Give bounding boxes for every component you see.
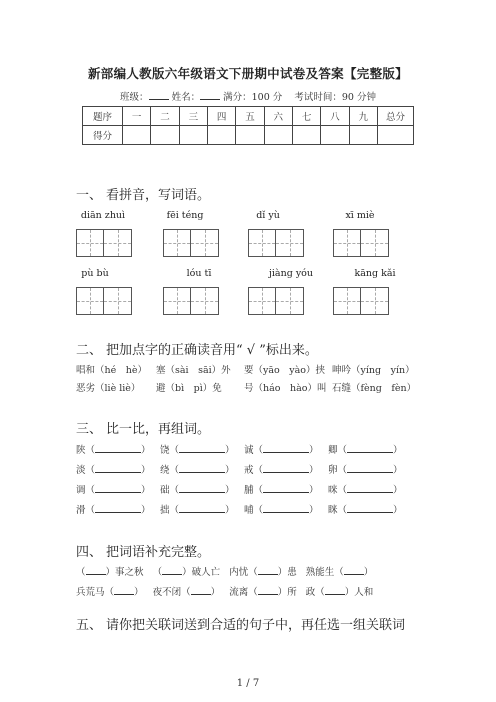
- paren-close: ）: [309, 505, 319, 516]
- pinyin-label: pù bù: [81, 268, 109, 279]
- writing-grid[interactable]: [248, 229, 304, 257]
- paren-close: ）: [393, 445, 403, 456]
- idiom-blank[interactable]: [114, 584, 134, 595]
- section-4-heading: 四、 把词语补充完整。: [76, 545, 211, 560]
- paren-close: ）: [141, 465, 151, 476]
- pronunciation-item[interactable]: 号（háo hào）叫: [244, 383, 327, 394]
- word-char: 卵: [328, 465, 338, 476]
- class-blank: [149, 90, 169, 100]
- score-cell[interactable]: [378, 126, 414, 145]
- paren-open: （: [85, 445, 96, 456]
- word-group-item: [160, 502, 235, 516]
- document-title: 新部编人教版六年级语文下册期中试卷及答案【完整版】: [87, 66, 408, 81]
- word-group-item: [244, 462, 319, 476]
- writing-grid[interactable]: [333, 287, 389, 315]
- paren-open: （: [253, 445, 264, 456]
- word-char: 哺: [244, 505, 254, 516]
- writing-grid[interactable]: [163, 287, 219, 315]
- word-char: 淡: [76, 465, 86, 476]
- word-blank[interactable]: [179, 502, 225, 513]
- word-blank[interactable]: [347, 442, 393, 453]
- paren-open: （: [169, 505, 180, 516]
- word-blank[interactable]: [263, 502, 309, 513]
- score-cell[interactable]: [123, 126, 151, 145]
- score-cell[interactable]: [349, 126, 377, 145]
- paren-close: ）: [225, 465, 235, 476]
- header-cell: 三: [179, 107, 207, 126]
- pronunciation-item[interactable]: 塞（sài sāi）外: [156, 365, 231, 376]
- paren-close: ）: [141, 505, 151, 516]
- word-char: 戒: [244, 465, 254, 476]
- writing-grid[interactable]: [333, 229, 389, 257]
- pinyin-label: xī miè: [345, 210, 375, 221]
- word-group-item: [244, 442, 319, 456]
- pinyin-label: dǐ yù: [256, 210, 280, 221]
- word-blank[interactable]: [95, 482, 141, 493]
- score-label: 得分: [83, 126, 123, 145]
- score-cell[interactable]: [236, 126, 264, 145]
- paren-open: （: [253, 465, 264, 476]
- header-cell: 八: [321, 107, 349, 126]
- word-group-item: [76, 462, 151, 476]
- pronunciation-item[interactable]: 避（bì pì）免: [156, 383, 222, 394]
- paren-open: （: [169, 465, 180, 476]
- word-group-item: [328, 462, 403, 476]
- word-char: 诚: [244, 445, 254, 456]
- paren-close: ）: [225, 485, 235, 496]
- name-label: 姓名：: [171, 92, 201, 103]
- paren-close: ）: [309, 465, 319, 476]
- word-group-item: [244, 482, 319, 496]
- pronunciation-item[interactable]: 石缝（fèng fèn）: [332, 383, 417, 394]
- header-cell: 五: [236, 107, 264, 126]
- idiom-line: 兵荒马（ ） 夜不闭（ ） 流离（ ）所 政（ ）人和: [76, 584, 373, 598]
- paren-open: （: [337, 465, 348, 476]
- score-cell[interactable]: [179, 126, 207, 145]
- word-blank[interactable]: [179, 482, 225, 493]
- header-cell: 六: [264, 107, 292, 126]
- word-char: 卿: [328, 445, 338, 456]
- full-score: 满分：100 分: [223, 92, 283, 103]
- paren-open: （: [253, 485, 264, 496]
- pinyin-label: diān zhuì: [80, 210, 126, 221]
- idiom-blank[interactable]: [258, 584, 278, 595]
- header-cell: 一: [123, 107, 151, 126]
- word-blank[interactable]: [179, 442, 225, 453]
- header-cell: 总分: [378, 107, 414, 126]
- class-label: 班级：: [120, 92, 149, 103]
- exam-info: [0, 89, 496, 103]
- paren-open: （: [337, 505, 348, 516]
- score-cell[interactable]: [207, 126, 235, 145]
- idiom-line: （ ）事之秋 （ ）破人亡 内忧（ ）患 熟能生（ ）: [76, 564, 373, 578]
- idiom-blank[interactable]: [191, 584, 211, 595]
- exam-time: 考试时间：90 分钟: [294, 92, 376, 103]
- word-char: 脯: [244, 485, 254, 496]
- pronunciation-line: [76, 380, 416, 394]
- writing-grid[interactable]: [76, 287, 132, 315]
- section-1-heading: 一、 看拼音，写词语。: [76, 188, 211, 203]
- paren-open: （: [253, 505, 264, 516]
- pronunciation-item[interactable]: 恶劣（liè liè）: [76, 383, 141, 394]
- writing-grid[interactable]: [163, 229, 219, 257]
- pronunciation-line: [76, 362, 415, 376]
- word-char: 饶: [160, 445, 170, 456]
- score-table-header: [83, 107, 414, 126]
- word-char: 咪: [328, 485, 338, 496]
- writing-grid[interactable]: [76, 229, 132, 257]
- word-char: 陕: [76, 445, 86, 456]
- paren-open: （: [85, 465, 96, 476]
- paren-open: （: [169, 445, 180, 456]
- word-group-item: [160, 462, 235, 476]
- word-char: 础: [160, 485, 170, 496]
- pronunciation-item[interactable]: 要（yāo yào）挟: [244, 365, 326, 376]
- pinyin-label: jiàng yóu: [268, 268, 314, 279]
- word-group-item: [160, 482, 235, 496]
- paren-close: ）: [393, 485, 403, 496]
- paren-close: ）: [309, 485, 319, 496]
- paren-open: （: [85, 505, 96, 516]
- score-table: [82, 106, 414, 145]
- word-blank[interactable]: [179, 462, 225, 473]
- name-blank: [200, 90, 220, 100]
- idiom-blank[interactable]: [258, 564, 278, 575]
- pronunciation-item[interactable]: 唱和（hé hè）: [76, 365, 147, 376]
- paren-open: （: [169, 485, 180, 496]
- header-cell: 题序: [83, 107, 123, 126]
- paren-close: ）: [225, 505, 235, 516]
- paren-close: ）: [393, 465, 403, 476]
- word-char: 拙: [160, 505, 170, 516]
- word-char: 绕: [160, 465, 170, 476]
- word-group-item: [328, 502, 403, 516]
- word-char: 眯: [328, 505, 338, 516]
- section-3-heading: 三、 比一比，再组词。: [76, 422, 211, 437]
- pronunciation-item[interactable]: 呻吟（yíng yín）: [332, 365, 415, 376]
- writing-grid[interactable]: [248, 287, 304, 315]
- word-blank[interactable]: [347, 462, 393, 473]
- word-blank[interactable]: [347, 482, 393, 493]
- word-blank[interactable]: [95, 462, 141, 473]
- score-cell[interactable]: [292, 126, 320, 145]
- idiom-blank[interactable]: [325, 584, 345, 595]
- paren-open: （: [337, 445, 348, 456]
- word-group-item: [76, 502, 151, 516]
- word-group-item: [76, 442, 151, 456]
- page-number: 1 / 7: [236, 678, 260, 689]
- word-blank[interactable]: [263, 442, 309, 453]
- header-cell: 二: [151, 107, 179, 126]
- score-cell[interactable]: [321, 126, 349, 145]
- word-group-item: [328, 442, 403, 456]
- header-cell: 七: [292, 107, 320, 126]
- header-cell: 九: [349, 107, 377, 126]
- word-group-item: [160, 442, 235, 456]
- paren-close: ）: [141, 445, 151, 456]
- word-group-item: [76, 482, 151, 496]
- word-char: 滑: [76, 505, 86, 516]
- pinyin-label: kāng kǎi: [354, 268, 396, 279]
- word-char: 调: [76, 485, 86, 496]
- paren-close: ）: [393, 505, 403, 516]
- score-cell[interactable]: [264, 126, 292, 145]
- idiom-blank[interactable]: [86, 564, 106, 575]
- word-blank[interactable]: [263, 482, 309, 493]
- paren-open: （: [337, 485, 348, 496]
- word-blank[interactable]: [347, 502, 393, 513]
- word-blank[interactable]: [263, 462, 309, 473]
- section-5-heading: 五、 请你把关联词送到合适的句子中，再任选一组关联词: [76, 618, 406, 633]
- paren-close: ）: [141, 485, 151, 496]
- idiom-blank[interactable]: [344, 564, 364, 575]
- section-2-heading: 二、 把加点字的正确读音用“ √ ”标出来。: [76, 343, 318, 358]
- score-cell[interactable]: [151, 126, 179, 145]
- score-table-row: [83, 126, 414, 145]
- pinyin-label: fēi téng: [166, 210, 204, 221]
- word-blank[interactable]: [95, 502, 141, 513]
- word-blank[interactable]: [95, 442, 141, 453]
- idiom-blank[interactable]: [162, 564, 182, 575]
- paren-close: ）: [309, 445, 319, 456]
- header-cell: 四: [207, 107, 235, 126]
- paren-open: （: [85, 485, 96, 496]
- paren-close: ）: [225, 445, 235, 456]
- pinyin-label: lóu tī: [186, 268, 212, 279]
- word-group-item: [244, 502, 319, 516]
- word-group-item: [328, 482, 403, 496]
